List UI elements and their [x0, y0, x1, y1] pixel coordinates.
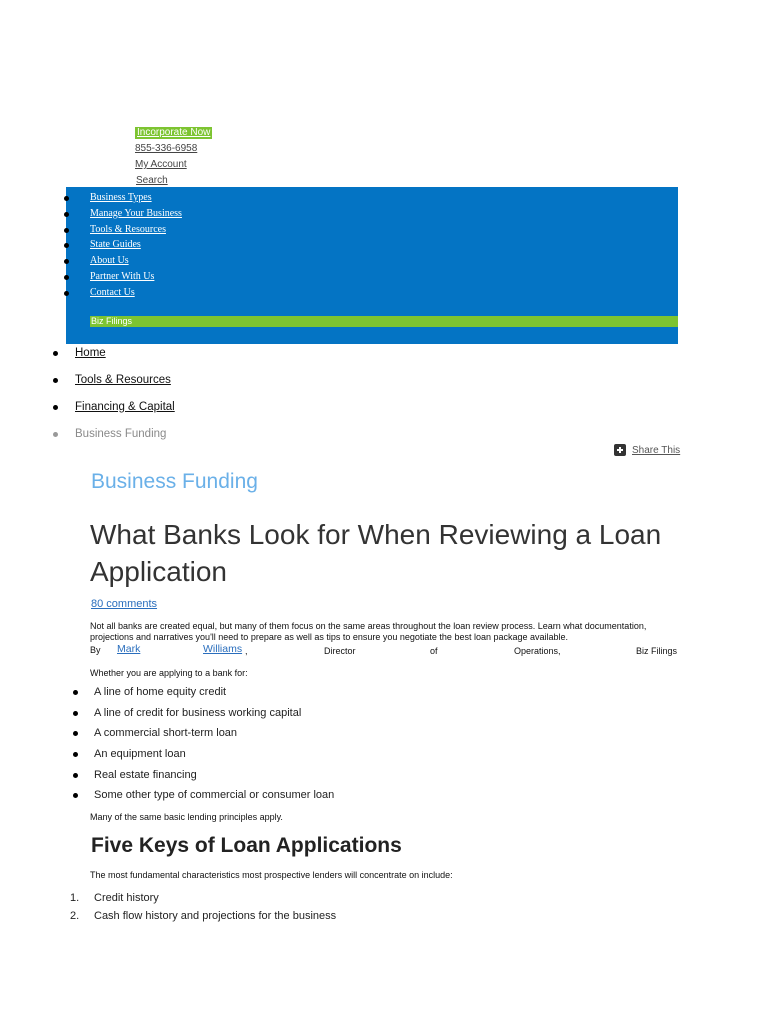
- share-widget[interactable]: [614, 443, 680, 457]
- nav-link[interactable]: About Us: [90, 255, 129, 267]
- bullet: [64, 259, 69, 264]
- byline-comma: ,: [245, 646, 248, 656]
- byline-by: By: [90, 645, 101, 655]
- bullet: [64, 275, 69, 280]
- share-this-link[interactable]: Share This: [632, 444, 681, 456]
- bullet: [64, 243, 69, 248]
- bullet: [53, 351, 58, 356]
- keys-lead-paragraph: The most fundamental characteristics most prospective lenders will concentrate on include:: [90, 870, 453, 880]
- bullet: [53, 405, 58, 410]
- nav-link[interactable]: State Guides: [90, 239, 141, 251]
- bullet: [64, 196, 69, 201]
- breadcrumb-home-link[interactable]: Home: [75, 347, 106, 359]
- keys-heading: Five Keys of Loan Applications: [91, 834, 402, 857]
- bullet: [53, 432, 58, 437]
- my-account-link[interactable]: My Account: [135, 159, 187, 170]
- breadcrumb-tools-link[interactable]: Tools & Resources: [75, 374, 171, 386]
- author-last-name-link[interactable]: Williams: [203, 643, 243, 655]
- incorporate-now-link[interactable]: Incorporate Now: [137, 127, 211, 138]
- article-intro: Not all banks are created equal, but many of them focus on the same areas throughout the loan review process. Learn what documentation, projections and narratives you'll need to prepare as well as tips to ensure you negotiate the best loan package available.: [90, 621, 647, 642]
- article-title: What Banks Look for When Reviewing a Loan Application: [90, 519, 662, 587]
- brand-bar: [90, 316, 678, 327]
- plus-icon[interactable]: [614, 444, 626, 456]
- nav-link[interactable]: Contact Us: [90, 286, 135, 298]
- nav-link[interactable]: Manage Your Business: [90, 207, 182, 219]
- main-nav: [66, 187, 678, 344]
- nav-link[interactable]: Partner With Us: [90, 270, 155, 282]
- byline-role-word: Operations,: [514, 646, 561, 656]
- nav-link[interactable]: Business Types: [90, 192, 152, 203]
- bullet: [64, 228, 69, 233]
- bullet: [73, 793, 78, 798]
- phone-link[interactable]: 855-336-6958: [135, 143, 198, 154]
- comments-link[interactable]: 80 comments: [91, 598, 158, 610]
- bullet: [73, 773, 78, 778]
- byline-role-word: Director: [324, 646, 356, 656]
- breadcrumb-current-label: Business Funding: [75, 428, 167, 440]
- bullet: [73, 711, 78, 716]
- bullet: [73, 731, 78, 736]
- bullet: [73, 752, 78, 757]
- search-link[interactable]: Search: [136, 175, 168, 186]
- principles-paragraph: Many of the same basic lending principles apply.: [90, 812, 283, 822]
- section-title: Business Funding: [91, 470, 258, 493]
- byline-role-word: of: [430, 646, 438, 656]
- bullet: [53, 378, 58, 383]
- nav-link[interactable]: Tools & Resources: [90, 223, 166, 235]
- lead-paragraph: Whether you are applying to a bank for:: [90, 668, 248, 678]
- byline-company: Biz Filings: [636, 646, 678, 656]
- brand-name: Biz Filings: [91, 316, 133, 326]
- bullet: [64, 212, 69, 217]
- breadcrumb-financing-link[interactable]: Financing & Capital: [75, 401, 175, 413]
- bullet: [73, 690, 78, 695]
- bullet: [64, 291, 69, 296]
- author-first-name-link[interactable]: Mark: [117, 643, 141, 655]
